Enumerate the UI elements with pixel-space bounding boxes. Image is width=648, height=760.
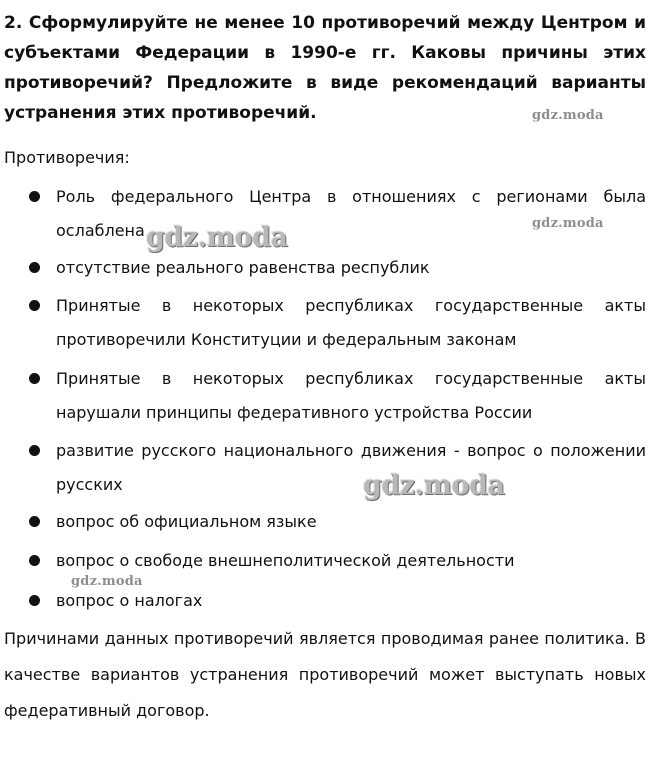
- list-item-text: Принятые в некоторых республиках государственные акты нарушали принципы федеративного устройства России: [56, 369, 646, 422]
- list-item: [56, 251, 646, 285]
- list-item-text: вопрос об официальном языке: [56, 512, 317, 531]
- list-item-text: отсутствие реального равенства республик: [56, 258, 430, 277]
- watermark: gdz.moda: [146, 222, 288, 253]
- conclusion-paragraph: Причинами данных противоречий является проводимая ранее политика. В качестве вариантов устранения противоречий может выступать новых федеративный договор.: [4, 629, 646, 720]
- list-item: [56, 544, 646, 578]
- list-item: [56, 434, 646, 502]
- watermark: gdz.moda: [532, 108, 604, 123]
- list-item: [56, 505, 646, 539]
- bullet-icon: [29, 262, 40, 273]
- list-item-text: развитие русского национального движения - вопрос о положении русских: [56, 441, 646, 494]
- list-item-text: вопрос о свободе внешнеполитической деятельности: [56, 551, 515, 570]
- bullet-icon: [29, 191, 40, 202]
- bullet-icon: [29, 516, 40, 527]
- question-heading: 2. Сформулируйте не менее 10 противоречий между Центром и субъектами Федерации в 1990-е гг. Каковы причины этих противоречий? Предложите в виде рекомендаций варианты устранения этих противоречий.: [4, 13, 646, 123]
- watermark: gdz.moda: [71, 574, 143, 589]
- list-item-text: Роль федерального Центра в отношениях с регионами была ослаблена: [56, 187, 646, 240]
- watermark: gdz.moda: [532, 216, 604, 231]
- list-item: [56, 362, 646, 430]
- bullet-icon: [29, 445, 40, 456]
- contradictions-intro: Противоречия:: [4, 148, 130, 167]
- list-item: [56, 584, 646, 618]
- list-item: [56, 180, 646, 248]
- bullet-icon: [29, 373, 40, 384]
- bullet-icon: [29, 300, 40, 311]
- list-item-text: Принятые в некоторых республиках государственные акты противоречили Конституции и федеральным законам: [56, 296, 646, 349]
- bullet-icon: [29, 595, 40, 606]
- watermark: gdz.moda: [363, 470, 505, 501]
- list-item-text: вопрос о налогах: [56, 591, 203, 610]
- list-item: [56, 289, 646, 357]
- bullet-icon: [29, 555, 40, 566]
